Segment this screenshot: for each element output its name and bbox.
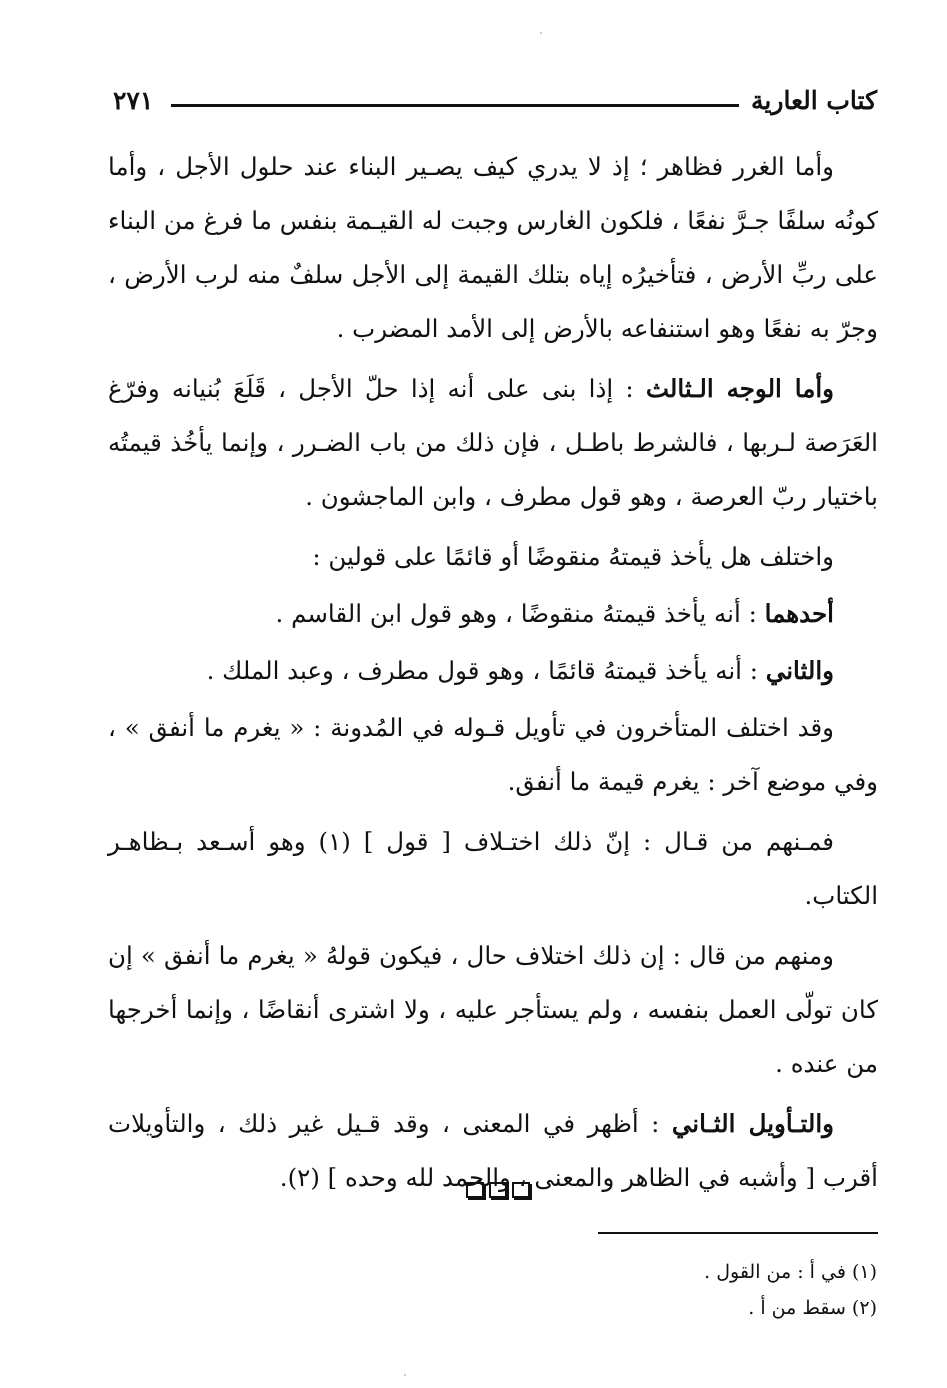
- paragraph-disagreement: [108, 530, 878, 584]
- paragraph-lead: وأما الوجه الـثالث: [645, 374, 835, 403]
- scan-speck: [404, 1374, 406, 1376]
- paragraph-second-opinion: [108, 644, 878, 698]
- main-text: [108, 140, 878, 1205]
- paragraph-text: وقد اختلف المتأخرون في تأويل قـوله في المُدونة : « يغرم ما أنفق » ، وفي موضع آخر : يغرم قيمة ما أنفق.: [108, 713, 878, 796]
- paragraph-text: : إذا بنى على أنه إذا حلّ الأجل ، قَلَعَ بُنيانه وفرّغ العَرَصة لـربها ، فالشرط باطـل ، فإن ذلك من باب الضـرر ، وإنما يأخُذ قيمتُه باختيار ربّ العرصة ، وهو قول مطرف ، وابن الماجشون .: [108, 374, 878, 511]
- paragraph-text: : أنه يأخذ قيمتهُ قائمًا ، وهو قول مطرف ، وعبد الملك .: [206, 656, 766, 685]
- paragraph-others-said: [108, 929, 878, 1091]
- ornament-square: [512, 1182, 530, 1198]
- footnote-separator: [598, 1232, 878, 1234]
- footnotes: [377, 1254, 877, 1326]
- section-end-ornament: [460, 1182, 536, 1198]
- paragraph-text: : أنه يأخذ قيمتهُ منقوضًا ، وهو قول ابن القاسم .: [275, 599, 765, 628]
- paragraph-text: : أظهر في المعنى ، وقد قـيل غير ذلك ، والتأويلات أقرب [ وأشبه في الظاهر والمعنى ، والحمد لله وحده ] (٢).: [108, 1109, 878, 1192]
- footnote-1: (١) في أ : من القول .: [704, 1261, 877, 1283]
- page-header: [113, 84, 877, 124]
- scan-speck: [540, 32, 542, 34]
- paragraph-text: واختلف هل يأخذ قيمتهُ منقوضًا أو قائمًا على قولين :: [312, 542, 834, 571]
- paragraph-later-scholars: [108, 701, 878, 809]
- header-rule: [171, 104, 739, 107]
- footnote-2: (٢) سقط من أ .: [748, 1297, 877, 1319]
- paragraph-some-said: [108, 815, 878, 923]
- paragraph-lead: والتـأويل الثـاني: [671, 1109, 834, 1138]
- paragraph-lead: أحدهما: [764, 599, 834, 628]
- paragraph-text: وأما الغرر فظاهر ؛ إذ لا يدري كيف يصـير البناء عند حلول الأجل ، وأما كونُه سلفًا جـرَّ نفعًا ، فلكون الغارس وجبت له القيـمة بنفس ما فرغ من البناء على ربِّ الأرض ، فتأخيرُه إياه بتلك القيمة إلى الأجل سلفٌ منه لرب الأرض ، وجرّ به نفعًا وهو استنفاعه بالأرض إلى الأمد المضرب .: [108, 152, 878, 343]
- ornament-square: [489, 1182, 507, 1198]
- running-title: كتاب العارية: [751, 86, 877, 115]
- paragraph-gharar: [108, 140, 878, 356]
- paragraph-text: فمـنهم من قـال : إنّ ذلك اختـلاف [ قول ] (١) وهو أسـعد بـظاهـر الكتاب.: [108, 827, 878, 910]
- ornament-square: [466, 1182, 484, 1198]
- paragraph-lead: والثاني: [765, 656, 834, 685]
- paragraph-text: ومنهم من قال : إن ذلك اختلاف حال ، فيكون قولهُ « يغرم ما أنفق » إن كان تولّى العمل بنفسه ، ولم يستأجر عليه ، ولا اشترى أنقاضًا ، وإنما أخرجها من عنده .: [108, 941, 878, 1078]
- paragraph-third-aspect: [108, 362, 878, 524]
- page-number: ٢٧١: [113, 86, 154, 115]
- paragraph-first-opinion: [108, 587, 878, 641]
